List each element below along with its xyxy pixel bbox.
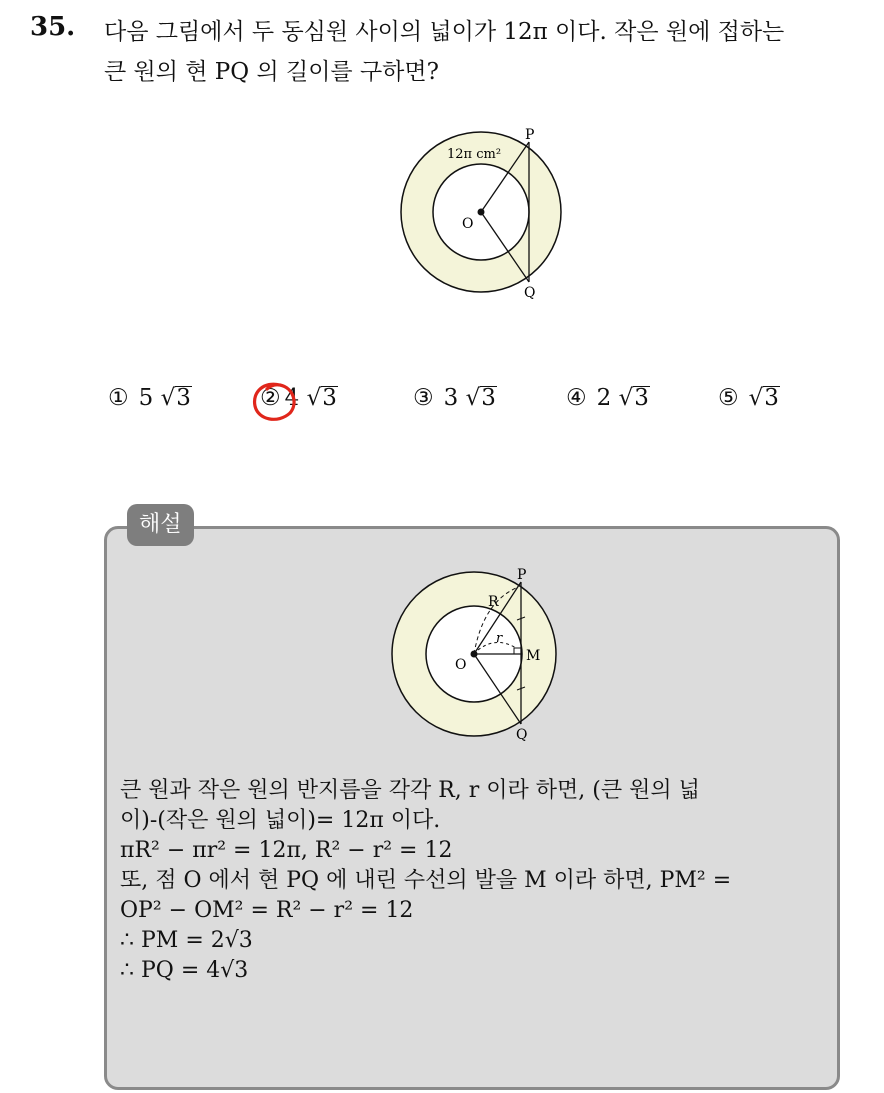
- choice-2-mark: ②: [260, 385, 281, 411]
- choice-3-radicand: 3: [481, 385, 496, 411]
- question-text: [104, 12, 874, 92]
- choice-4-coef: 2: [596, 385, 612, 411]
- label-P: P: [525, 127, 535, 143]
- concentric-circles-figure: [395, 125, 575, 300]
- choice-5[interactable]: ⑤ √3: [718, 385, 779, 411]
- solution-line-7: ∴ PQ = 4√3: [120, 958, 249, 983]
- choice-2[interactable]: ② 4 √3: [260, 385, 337, 411]
- choice-5-radicand: 3: [764, 385, 779, 411]
- solution-line-2: 이)-(작은 원의 넓이)= 12π 이다.: [120, 808, 441, 833]
- question-line-2: 큰 원의 현 PQ 의 길이를 구하면?: [104, 59, 439, 85]
- solution-line-5: OP² − OM² = R² − r² = 12: [120, 898, 414, 923]
- selected-answer-circle: [250, 380, 298, 424]
- question-line-1: 다음 그림에서 두 동심원 사이의 넓이가 12π 이다. 작은 원에 접하는: [104, 19, 785, 45]
- solution-line-3: πR² − πr² = 12π, R² − r² = 12: [120, 838, 453, 863]
- choice-1[interactable]: ① 5 √3: [108, 385, 191, 411]
- solution-label-R: R: [488, 594, 499, 610]
- solution-line-6: ∴ PM = 2√3: [120, 928, 253, 953]
- solution-label-Q: Q: [516, 727, 528, 743]
- choice-2-coef: 4: [284, 385, 300, 411]
- solution-label-M: M: [526, 648, 541, 664]
- area-label: 12π cm²: [447, 147, 502, 162]
- question-number: 35.: [30, 12, 76, 42]
- choice-1-coef: 5: [138, 385, 154, 411]
- choice-3[interactable]: ③ 3 √3: [413, 385, 496, 411]
- choice-2-radicand: 3: [322, 385, 337, 411]
- solution-line-4: 또, 점 O 에서 현 PQ 에 내린 수선의 발을 M 이라 하면, PM² =: [120, 868, 732, 893]
- solution-tag: 해설: [127, 504, 194, 546]
- choice-3-coef: 3: [443, 385, 459, 411]
- label-Q: Q: [524, 285, 536, 300]
- solution-label-P: P: [517, 568, 527, 583]
- solution-line-1: 큰 원과 작은 원의 반지름을 각각 R, r 이라 하면, (큰 원의 넓: [120, 778, 700, 803]
- answer-choices: [108, 385, 828, 429]
- solution-figure: [388, 568, 568, 743]
- solution-label-r: r: [496, 631, 503, 646]
- solution-center-point: [471, 651, 478, 658]
- choice-1-radicand: 3: [176, 385, 191, 411]
- choice-3-mark: ③: [413, 385, 434, 411]
- choice-1-mark: ①: [108, 385, 129, 411]
- choice-4-mark: ④: [566, 385, 587, 411]
- solution-text: [120, 776, 835, 986]
- center-point: [478, 209, 485, 216]
- choice-5-mark: ⑤: [718, 385, 739, 411]
- label-O: O: [462, 216, 474, 232]
- choice-4[interactable]: ④ 2 √3: [566, 385, 649, 411]
- solution-label-O: O: [455, 657, 467, 673]
- choice-4-radicand: 3: [634, 385, 649, 411]
